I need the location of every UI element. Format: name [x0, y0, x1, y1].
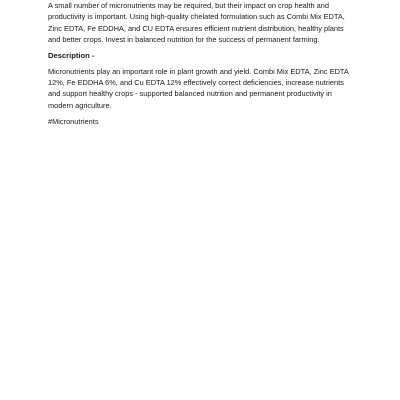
description-paragraph: Micronutrients play an important role in plant growth and yield. Combi Mix EDTA, Zinc EDTA 12%, Fe EDDHA 6%, and Cu EDTA 12% effectively correct deficiencies, increase nutrients and support healthy crops - supported balanced nutrition and permanent productivity in modern agriculture. [48, 66, 349, 110]
hashtag: #Micronutrients [48, 117, 99, 127]
description-heading: Description - [48, 50, 95, 60]
document-page [48, 0, 354, 127]
intro-paragraph: A small number of micronutrients may be required, but their impact on crop health and productivity is important. Using high-quality chelated formulation such as Combi Mix EDTA, Zinc EDTA, Fe EDDHA, and CU EDTA ensures efficient nutrient distribution, healthy plants and better crops. Invest in balanced nutrition for the success of permanent farming. [48, 1, 345, 45]
